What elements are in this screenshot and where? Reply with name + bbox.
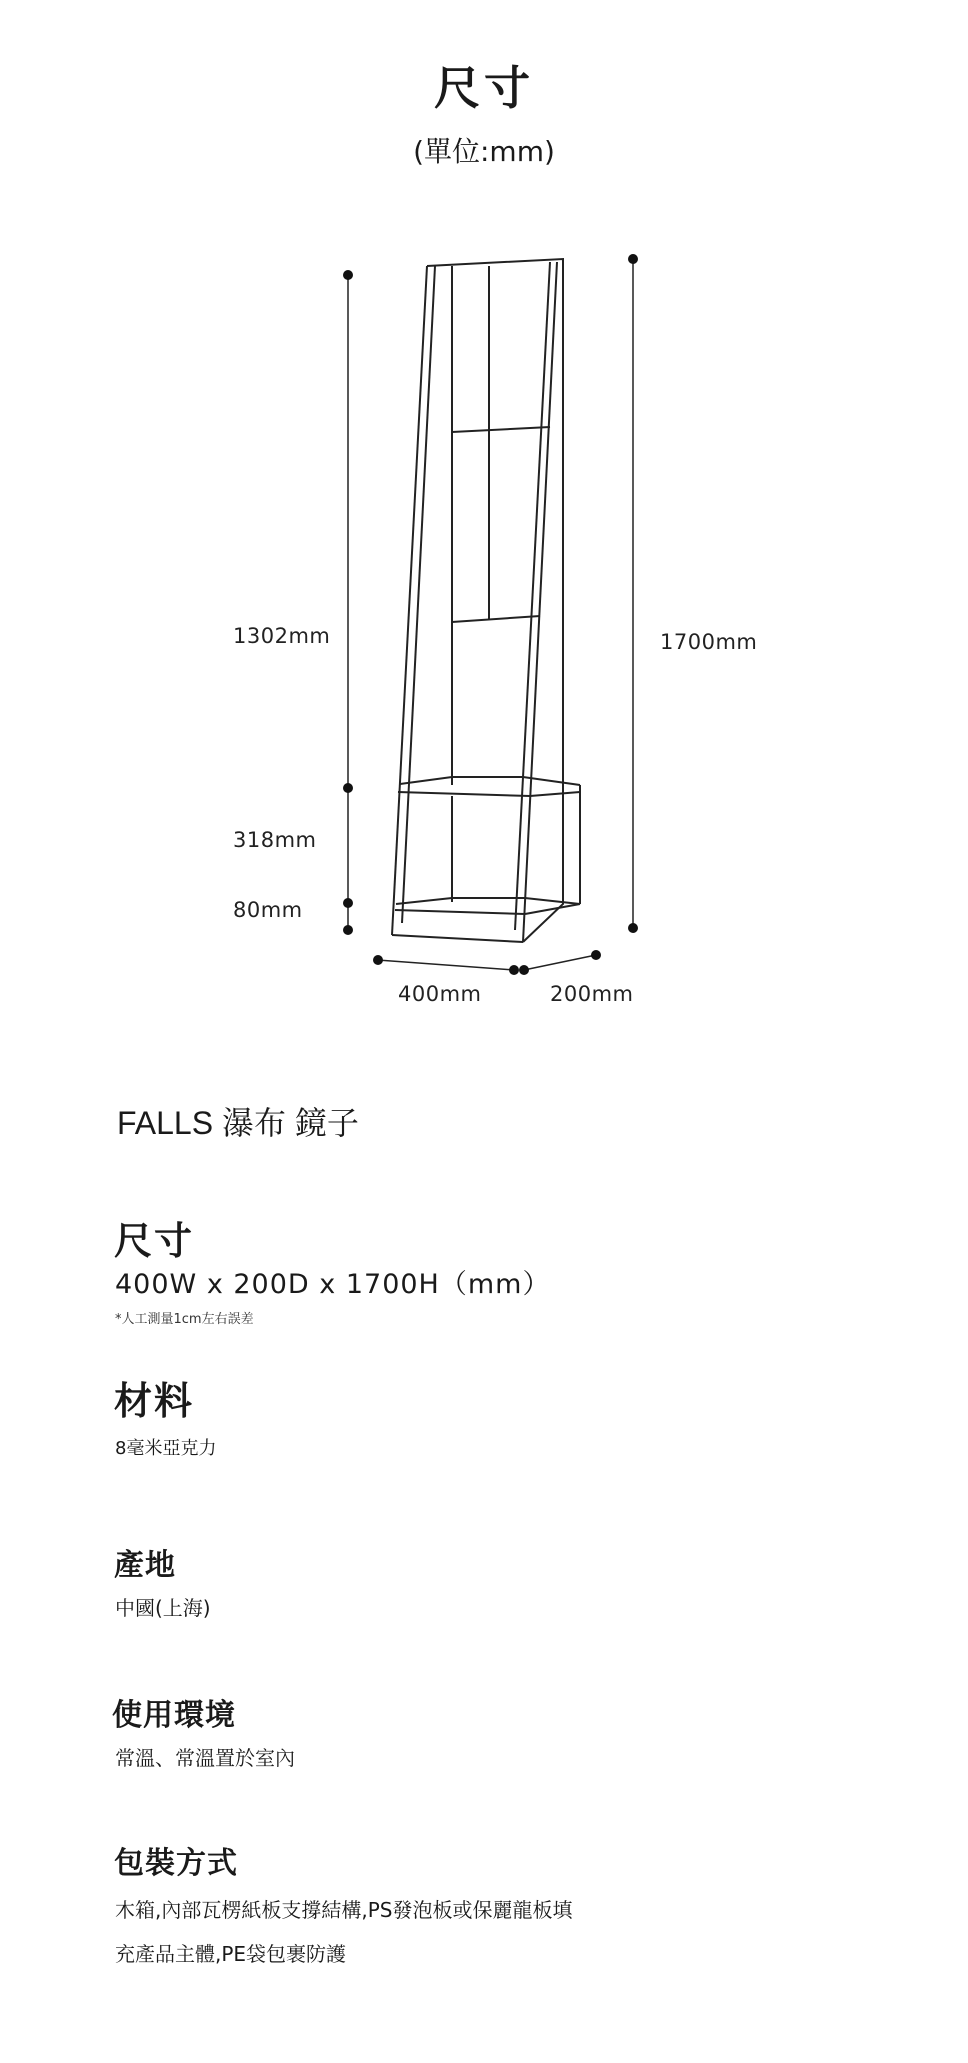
height-1302-label: 1302mm — [233, 624, 331, 648]
dim-dot — [343, 270, 353, 280]
dim-dot — [343, 898, 353, 908]
shelf-cross-bar-1 — [452, 427, 550, 432]
height-318-label: 318mm — [233, 828, 317, 852]
package-heading: 包裝方式 — [114, 1846, 238, 1881]
left-dimension-line — [343, 270, 353, 935]
right-dimension-line — [628, 254, 638, 933]
environment-value: 常溫、常溫置於室內 — [115, 1746, 295, 1770]
product-name: FALLS 瀑布 鏡子 — [117, 1105, 359, 1141]
dim-dot — [343, 783, 353, 793]
shelf-left-rail-inner — [402, 266, 435, 923]
size-note: *人工測量1cm左右誤差 — [115, 1312, 254, 1327]
shelf-outline — [392, 259, 580, 942]
package-line-1: 木箱,內部瓦楞紙板支撐結構,PS發泡板或保麗龍板填 — [115, 1898, 573, 1922]
shelf-right-rail-inner — [515, 262, 550, 930]
shelf-cross-bar-2 — [452, 616, 540, 622]
size-heading: 尺寸 — [114, 1219, 195, 1263]
bottom-dimension-lines — [373, 950, 601, 975]
material-heading: 材料 — [114, 1379, 195, 1423]
shelf-right-rail-outer — [523, 262, 557, 942]
shelf-bottom-front — [392, 935, 523, 942]
environment-heading: 使用環境 — [112, 1698, 236, 1733]
shelf-base-top — [396, 898, 580, 904]
height-80-label: 80mm — [233, 898, 303, 922]
origin-heading: 產地 — [114, 1548, 176, 1583]
height-1700-label: 1700mm — [660, 630, 758, 654]
page-title: 尺寸 — [434, 61, 534, 115]
unit-label: (單位:mm) — [413, 135, 555, 168]
shelf-board-top — [400, 777, 580, 785]
material-value: 8毫米亞克力 — [115, 1438, 217, 1459]
origin-value: 中國(上海) — [115, 1596, 211, 1620]
package-line-2: 充產品主體,PE袋包裹防護 — [115, 1942, 347, 1966]
dim-dot — [343, 925, 353, 935]
shelf-left-rail-outer — [392, 266, 427, 935]
shelf-board-front — [398, 792, 530, 796]
width-400-label: 400mm — [398, 982, 482, 1006]
size-value: 400W x 200D x 1700H（mm） — [115, 1269, 551, 1300]
shelf-side-right — [427, 259, 563, 942]
depth-200-label: 200mm — [550, 982, 634, 1006]
